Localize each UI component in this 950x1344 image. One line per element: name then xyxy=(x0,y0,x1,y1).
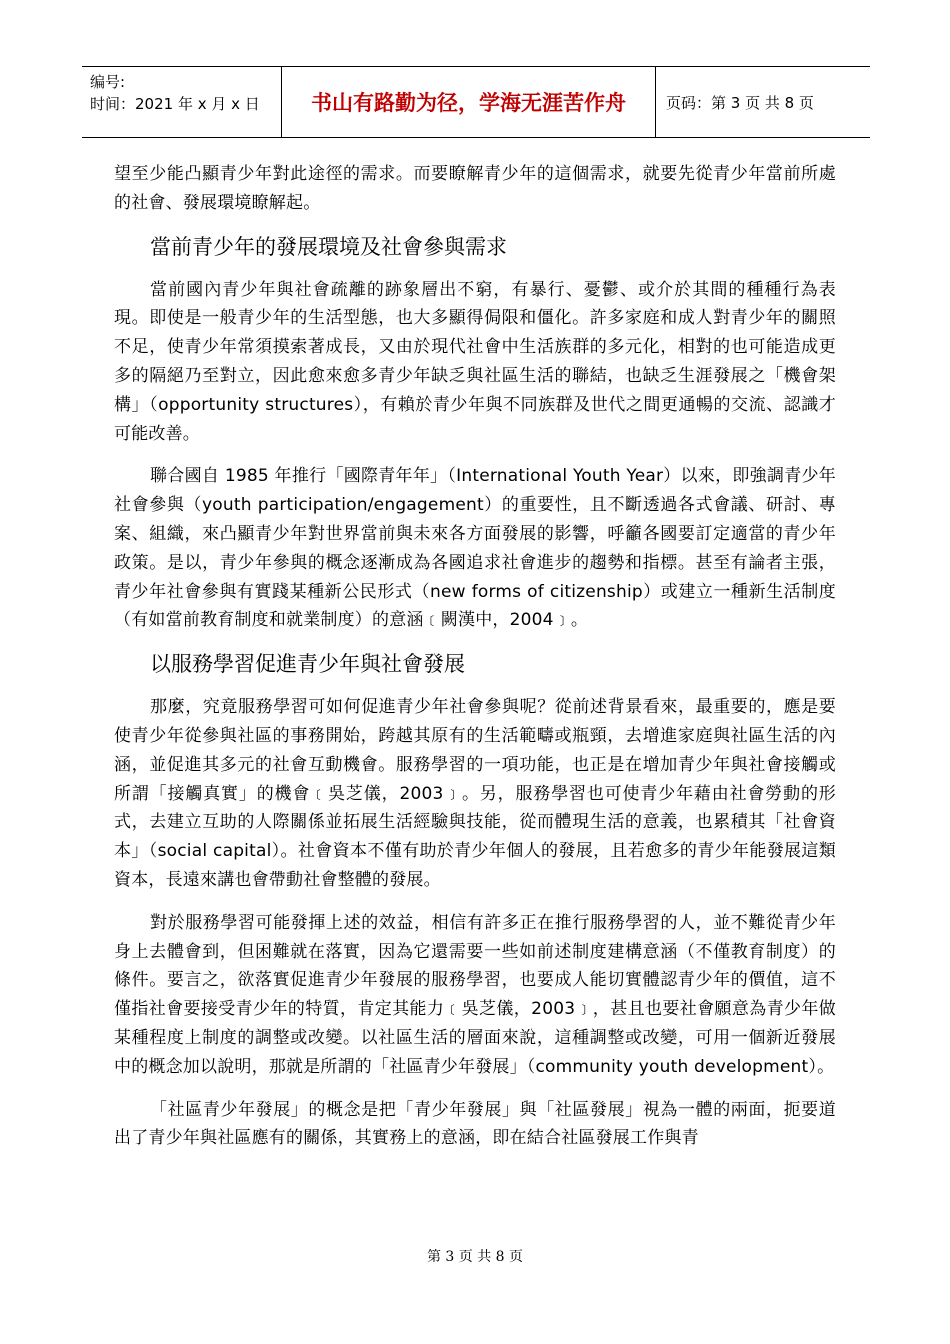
page-footer: 第 3 页 共 8 页 xyxy=(426,1249,524,1265)
paragraph-2: 當前國內青少年與社會疏離的跡象層出不窮，有暴行、憂鬱、或介於其間的種種行為表現。即使是一般青少年的生活型態，也大多顯得侷限和僵化。許多家庭和成人對青少年的關照不足，使青少年常須摸索著成長，又由於現代社會中生活族群的多元化，相對的也可能造成更多的隔絕乃至對立，因此愈來愈多青少年缺乏與社區生活的聯結，也缺乏生涯發展之「機會架構」（opportunity structures），有賴於青少年與不同族群及世代之間更通暢的交流、認識才可能改善。 xyxy=(114,279,836,444)
paragraph-5: 對於服務學習可能發揮上述的效益，相信有許多正在推行服務學習的人，並不難從青少年身上去體會到，但困難就在落實，因為它還需要一些如前述制度建構意涵（不僅教育制度）的條件。要言之，欲落實促進青少年發展的服務學習，也要成人能切實體認青少年的價值，這不僅指社會要接受青少年的特質，肯定其能力﹝吳芝儀，2003﹞，甚且也要社會願意為青少年做某種程度上制度的調整或改變。以社區生活的層面來說，這種調整或改變，可用一個新近發展中的概念加以說明，那就是所謂的「社區青少年發展」（community youth development）。 xyxy=(114,912,836,1077)
header-page-label: 页码：第 3 页 共 8 页 xyxy=(666,93,814,112)
paragraph-1: 望至少能凸顯青少年對此途徑的需求。而要瞭解青少年的這個需求，就要先從青少年當前所處的社會、發展環境瞭解起。 xyxy=(114,164,836,213)
document-body xyxy=(114,160,836,1167)
header-info-cell xyxy=(82,67,282,137)
paragraph-3: 聯合國自 1985 年推行「國際青年年」（International Youth Year）以來，即強調青少年社會參與（youth participation/engagement）的重要性，且不斷透過各式會議、研討、專案、組織，來凸顯青少年對世界當前與未來各方面發展的影響，呼籲各國要訂定適當的青少年政策。是以，青少年參與的概念逐漸成為各國追求社會進步的趨勢和指標。甚至有論者主張，青少年社會參與有實踐某種新公民形式（new forms of citizenship）或建立一種新生活制度（有如當前教育制度和就業制度）的意涵﹝闕漢中，2004﹞。 xyxy=(114,466,836,631)
section-heading-1: 當前青少年的發展環境及社會參與需求 xyxy=(150,234,507,259)
document-number-label: 编号: xyxy=(90,73,126,91)
document-time-label: 时间：2021 年 x 月 x 日 xyxy=(90,95,260,113)
paragraph-6: 「社區青少年發展」的概念是把「青少年發展」與「社區發展」視為一體的兩面，扼要道出了青少年與社區應有的關係，其實務上的意涵，即在結合社區發展工作與青 xyxy=(114,1099,836,1149)
header-motto: 书山有路勤为径，学海无涯苦作舟 xyxy=(282,67,656,137)
section-heading-2: 以服務學習促進青少年與社會發展 xyxy=(150,652,465,677)
paragraph-4: 那麼，究竟服務學習可如何促進青少年社會參與呢？從前述背景看來，最重要的，應是要使青少年從參與社區的事務開始，跨越其原有的生活範疇或瓶頸，去增進家庭與社區生活的內涵，並促進其多元的社會互動機會。服務學習的一項功能，也正是在增加青少年與社會接觸或所謂「接觸真實」的機會﹝吳芝儀，2003﹞。另，服務學習也可使青少年藉由社會勞動的形式，去建立互助的人際關係並拓展生活經驗與技能，從而體現生活的意義，也累積其「社會資本」（social capital）。社會資本不僅有助於青少年個人的發展，且若愈多的青少年能發展這類資本，長遠來講也會帶動社會整體的發展。 xyxy=(114,697,836,890)
page-header xyxy=(82,66,870,138)
